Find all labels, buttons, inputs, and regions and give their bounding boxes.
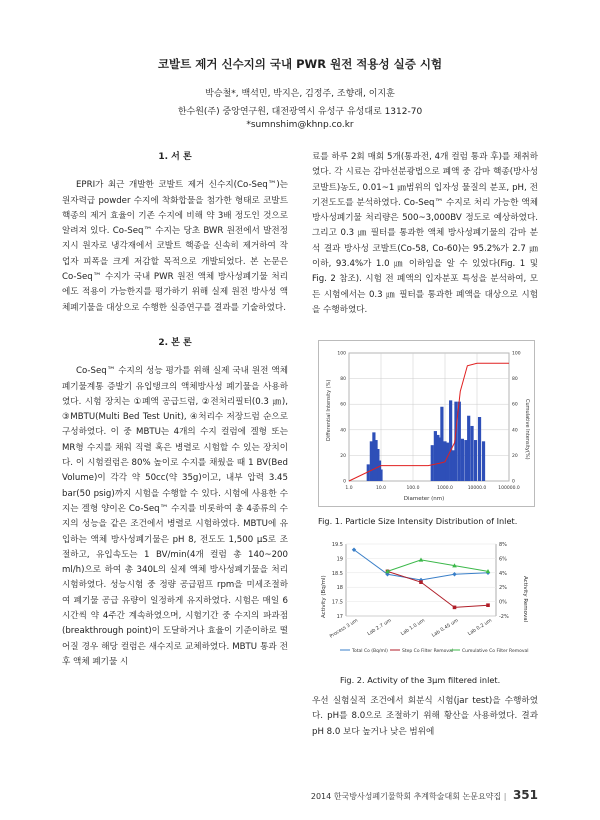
fig2-x-tick-label: Lab 0.2 um: [467, 618, 494, 638]
fig1-y2-tick-label: 80: [512, 377, 518, 383]
fig1-x-tick-label: 10.0: [375, 486, 387, 491]
figure-2: [318, 536, 533, 664]
intro-heading: 1. 서 론: [158, 152, 192, 162]
body-heading: 2. 본 론: [158, 337, 192, 348]
fig1-bar: [446, 443, 449, 481]
body-paragraph: Co-Seq™ 수지의 성능 평가를 위해 실제 국내 원전 액체폐기물계통 증발기 유입탱크의 액체방사성 폐기물을 사용하였다. 시험 장치는 ①폐액 공급드럼, ②전처리필터(0.3 ㎛), ③MBTU(Multi Bed Test Unit), ④처리수 저장드럼 순으로 구성하였다. 이 중 MBTU는 4개의 수지 컬럼에 겔형 또는 MR형 수지를 채워 직렬 혹은 병렬로 시험할 수 있는 장치이다. 이 시험컬럼은 80% 높이로 수지를 채웠을 때 1 BV(Bed Volume)이 각각 약 50cc(약 35g)이고, 내부 압력 3.45 bar(50 psig)까지 시험을 수행할 수 있다. 시험에 사용한 수지는 겔형 양이온 Co-Seq™ 수지를 비롯하여 총 4종류의 수지의 성능을 같은 조건에서 병렬로 시험하였다. MBTU에 유입하는 액체 방사성폐기물은 pH 8, 전도도 1,500 μS로 조절하고, 유입속도는 1 BV/min(4개 컬럼 총 140~200 ml/h)으로 하여 총 340L의 실제 액체 방사성폐기물을 처리 시험하였다. 성능시험 중 정량 공급펌프 rpm을 미세조절하여 폐기물 공급 유량이 일정하게 유지하였다. 시험은 매일 6시간씩 약 4주간 계속하였으며, 시험기간 중 수지의 파과점(breakthrough point)이 도달하거나 효율이 기준이하로 떨어질 경우 해당 컬럼은 새수지로 교체하였다. MBTU 통과 전후 액체 폐기물 시: [62, 366, 288, 667]
fig1-x-tick-label: 1.0: [345, 486, 353, 491]
page-footer: 2014 한국방사성폐기물학회 추계학술대회 논문요약집 | 351: [310, 788, 538, 802]
fig1-y2-tick-label: 100: [512, 351, 521, 357]
fig1-bar: [478, 417, 481, 481]
fig2-y-tick-label: 18: [336, 585, 343, 592]
fig2-y-tick-label: 19: [336, 556, 343, 563]
left-column: [62, 150, 288, 670]
fig2-x-tick-label: Lab 2.7 um: [366, 618, 393, 638]
fig2-y-tick-label: 18.5: [331, 570, 343, 577]
fig1-x-tick-label: 100000.0: [498, 486, 520, 491]
fig1-bar: [461, 439, 464, 481]
fig2-ylabel-right: Activity Removal: [522, 576, 528, 623]
fig2-y2-tick-label: 4%: [499, 570, 507, 577]
fig1-ylabel-left: Differential Intensity (%): [326, 379, 332, 441]
fig2-x-tick-label: Lab 0.45 um: [431, 618, 460, 639]
fig2-legend-label: Cumulative Co Filter Removal: [462, 648, 529, 654]
fig2-x-tick-label: Lab 1.0 um: [400, 618, 427, 638]
right-column-top: [312, 150, 538, 318]
fig1-bar: [431, 445, 434, 481]
fig2-y2-tick-label: -2%: [499, 614, 509, 620]
fig2-series-line-2: [388, 560, 489, 572]
fig2-point: [486, 603, 490, 607]
fig1-xlabel: Diameter (nm): [403, 496, 445, 502]
fig1-bar: [482, 441, 485, 481]
fig2-y-tick-label: 17: [336, 614, 343, 620]
fig1-ylabel-right: Cumulative Intensity(%): [524, 399, 530, 460]
fig1-bar: [440, 407, 443, 481]
figure-2-chart: [318, 536, 533, 664]
fig2-legend-label: Step Co Filter Removal: [402, 648, 454, 654]
affiliation: 한수원(주) 중앙연구원, 대전광역시 유성구 유성대로 1312-70: [177, 107, 423, 117]
fig2-x-tick-label: Process 3 um: [329, 618, 360, 640]
fig2-legend-label: Total Co (Bq/ml): [352, 648, 388, 654]
contact-email: *sumnshim@khnp.co.kr: [246, 120, 354, 130]
fig1-y-tick-label: 40: [340, 428, 346, 434]
fig1-x-tick-label: 10000.0: [467, 486, 487, 491]
intro-paragraph: EPRI가 최근 개발한 코발트 제거 신수지(Co-Seq™)는 원자력급 powder 수지에 착화합물을 첨가한 형태로 코발트 핵종의 제거 효율이 기존 수지에 비해 약 3배 정도인 것으로 알려져 있다. Co-Seq™ 수지는 당초 BWR 원전에서 발전정지시 원자로 냉각재에서 코발트 핵종을 신속히 제거하여 작업자 피폭을 크게 저감할 목적으로 개발되었다. 본 논문은 Co-Seq™ 수지가 국내 PWR 원전 액체 방사성폐기물 처리에도 적용이 가능한지를 평가하기 위해 실제 원전 방사성 액체폐기물을 대상으로 수행한 실증연구를 결과를 기술하였다.: [62, 180, 288, 313]
fig2-y-tick-label: 17.5: [331, 599, 343, 606]
right-paragraph-1: 료를 하루 2회 매회 5개(통과전, 4개 컬럼 통과 후)를 채취하였다. 각 시료는 감마선분광법으로 폐액 중 감마 핵종(방사성 코발트)농도, 0.01~1 ㎛범위의 입자성 물질의 분포, pH, 전기전도도를 분석하였다. Co-Seq™ 수지로 처리 가능한 액체 방사성폐기물 처리량은 500~3,000BV 정도로 예상하였다. 그리고 0.3 ㎛ 필터를 통과한 액체 방사성폐기물의 감마 분석 결과 방사성 코발트(Co-58, Co-60)는 95.2%가 2.7 ㎛ 이하, 93.4%가 1.0 ㎛ 이하임을 알 수 있었다(Fig. 1 및 Fig. 2 참조). 시험 전 폐액의 입자분포 특성을 분석하여, 모든 시험에서는 0.3 ㎛ 필터를 통과한 폐액을 대상으로 시험을 수행하였다.: [312, 152, 538, 315]
fig2-point: [453, 606, 457, 610]
figure-2-caption: Fig. 2. Activity of the 3μm filtered inlet.: [340, 675, 501, 685]
figure-1-caption: Fig. 1. Particle Size Intensity Distribution of Inlet.: [318, 516, 518, 526]
fig1-y2-tick-label: 0: [512, 479, 515, 485]
fig1-bar: [379, 469, 382, 481]
fig2-y2-tick-label: 0%: [499, 599, 507, 606]
fig1-y2-tick-label: 40: [512, 428, 518, 434]
fig1-x-tick-label: 100.0: [406, 486, 420, 491]
figure-1: [318, 340, 535, 507]
author-list: 박승철*, 백석민, 박지은, 김정주, 조향래, 이지훈: [205, 89, 395, 99]
right-paragraph-2: 우선 실험실적 조건에서 회분식 시험(jar test)을 수행하였다. pH를 8.0으로 조절하기 위해 황산을 사용하였다. 결과 pH 8.0 보다 높거나 낮은 범위에: [312, 696, 538, 737]
fig1-y-tick-label: 60: [340, 402, 346, 408]
fig1-y-tick-label: 0: [343, 479, 346, 485]
fig1-bar: [452, 450, 455, 481]
figure-1-chart: [319, 341, 534, 506]
fig1-y-tick-label: 100: [337, 351, 346, 357]
fig1-y-tick-label: 20: [340, 453, 346, 459]
fig1-bar: [464, 440, 467, 481]
footer-text: 2014 한국방사성폐기물학회 추계학술대회 논문요약집: [310, 792, 502, 801]
right-column-bottom: [312, 694, 538, 740]
fig2-y2-tick-label: 8%: [499, 542, 507, 548]
fig1-y2-tick-label: 20: [512, 453, 518, 459]
fig2-series-line-0: [354, 550, 488, 580]
fig2-y2-tick-label: 6%: [499, 556, 507, 563]
fig1-y2-tick-label: 60: [512, 402, 518, 408]
fig2-y2-tick-label: 2%: [499, 585, 507, 592]
fig1-x-tick-label: 1000.0: [437, 486, 453, 491]
fig2-ylabel-left: Activity (Bq/ml): [321, 575, 327, 618]
fig2-y-tick-label: 19.5: [331, 542, 343, 548]
fig1-bar: [470, 426, 473, 481]
fig1-bar: [474, 440, 477, 481]
page-number: 351: [512, 788, 538, 802]
fig1-y-tick-label: 80: [340, 377, 346, 383]
paper-title: 코발트 제거 신수지의 국내 PWR 원전 적용성 실증 시험: [157, 57, 443, 71]
fig1-bar: [467, 416, 470, 481]
fig2-point: [419, 580, 423, 584]
